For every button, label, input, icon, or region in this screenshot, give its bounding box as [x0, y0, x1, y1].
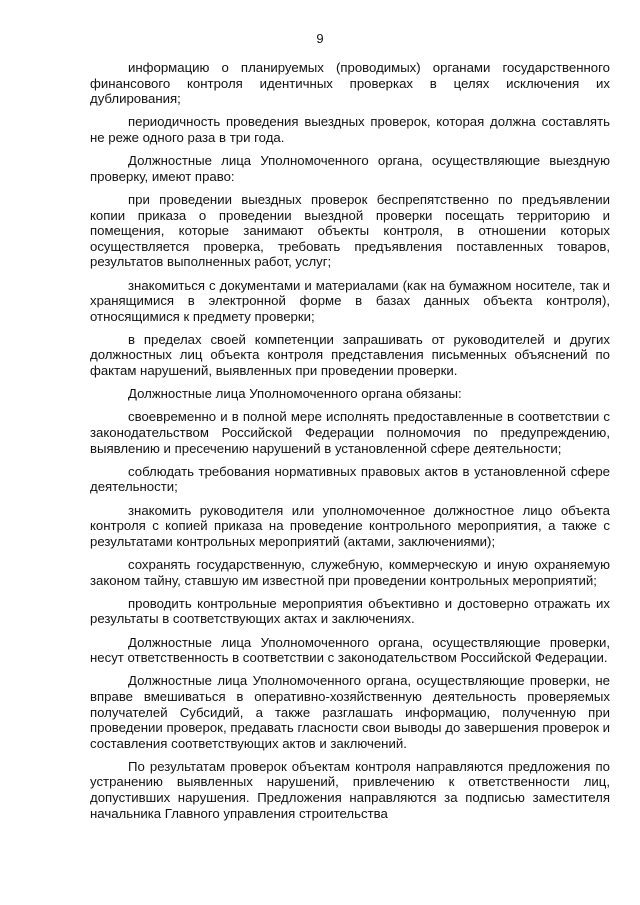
- paragraph: проводить контрольные мероприятия объективно и достоверно отражать их результаты в соответствующих актах и заключениях.: [90, 595, 610, 627]
- page-number: 9: [316, 31, 324, 46]
- paragraph: периодичность проведения выездных проверок, которая должна составлять не реже одного раза в три года.: [90, 114, 610, 145]
- paragraph: своевременно и в полной мере исполнять предоставленные в соответствии с законодательством Российской Федерации полномочия по предупреждению, выявлению и пресечению нарушений в установленной сфере деятельности;: [90, 409, 610, 456]
- paragraph: Должностные лица Уполномоченного органа, осуществляющие проверки, несут ответственность в соответствии с законодательством Российской Федерации.: [90, 634, 610, 666]
- document-body: [90, 60, 610, 829]
- paragraph: информацию о планируемых (проводимых) органами государственного финансового контроля идентичных проверках в целях исключения их дублирования;: [90, 60, 610, 107]
- paragraph: при проведении выездных проверок беспрепятственно по предъявлении копии приказа о проведении выездной проверки посещать территорию и помещения, которые занимают объекты контроля, в отношении которых осуществляется проверка, требовать предъявления поставленных товаров, результатов выполненных работ, услуг;: [90, 191, 610, 270]
- paragraph: Должностные лица Уполномоченного органа, осуществляющие проверки, не вправе вмешиваться в оперативно-хозяйственную деятельность проверяемых получателей Субсидий, а также разглашать информацию, полученную при проведении проверок, предавать гласности свои выводы до завершения проверок и составления соответствующих актов и заключений.: [90, 673, 610, 751]
- paragraph: соблюдать требования нормативных правовых актов в установленной сфере деятельности;: [90, 463, 610, 495]
- paragraph: Должностные лица Уполномоченного органа, осуществляющие выездную проверку, имеют право:: [90, 153, 610, 184]
- paragraph: сохранять государственную, служебную, коммерческую и иную охраняемую законом тайну, ставшую им известной при проведении контрольных мероприятий;: [90, 556, 610, 588]
- paragraph: По результатам проверок объектам контроля направляются предложения по устранению выявленных нарушений, привлечению к ответственности лиц, допустивших нарушения. Предложения направляются за подписью заместителя начальника Главного управления строительства: [90, 758, 610, 821]
- paragraph: в пределах своей компетенции запрашивать от руководителей и других должностных лиц объекта контроля представления письменных объяснений по фактам нарушений, выявленных при проведении проверки.: [90, 331, 610, 379]
- paragraph: знакомиться с документами и материалами (как на бумажном носителе, так и хранящимися в электронной форме в базах данных объекта контроля), относящимися к предмету проверки;: [90, 277, 610, 324]
- paragraph: Должностные лица Уполномоченного органа обязаны:: [128, 386, 462, 402]
- paragraph: знакомить руководителя или уполномоченное должностное лицо объекта контроля с копией приказа на проведение контрольного мероприятия, а также с результатами контрольных мероприятий (актами, заключениями);: [90, 502, 610, 549]
